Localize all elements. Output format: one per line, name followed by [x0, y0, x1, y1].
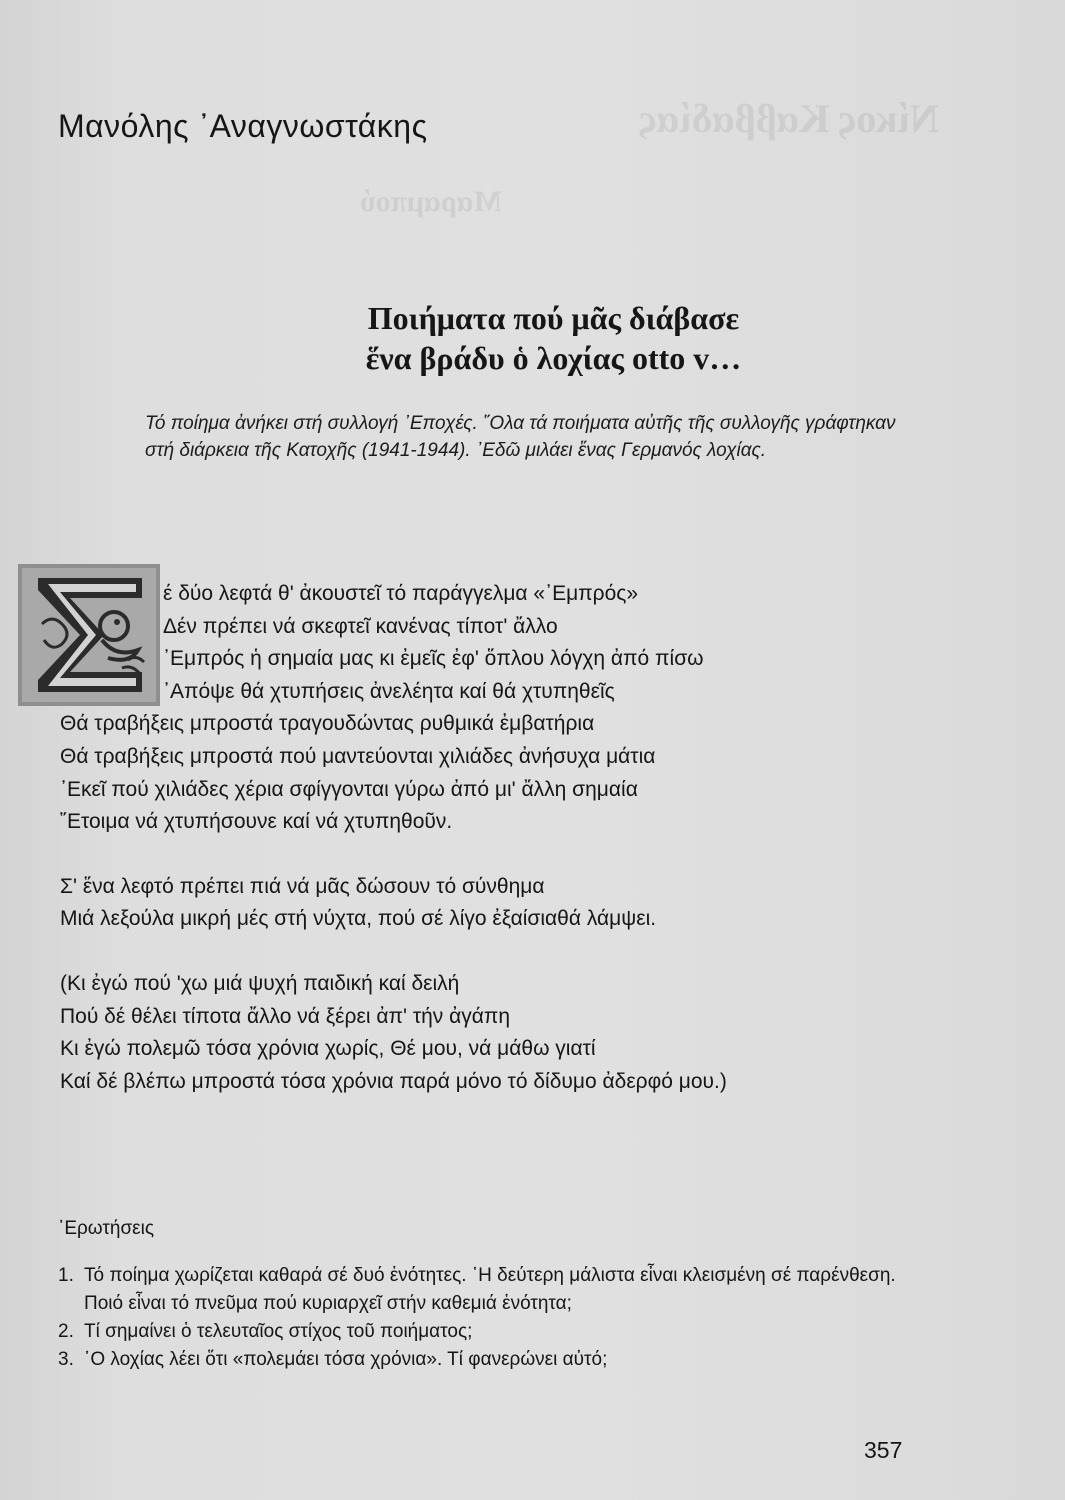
poem-verse: έ δύο λεφτά θ' ἀκουστεῖ τό παράγγελμα «᾿Εμπρός»: [163, 582, 639, 605]
poem-verse: Πού δέ θέλει τίποτα ἄλλο νά ξέρει ἀπ' τήν ἀγάπη: [60, 1004, 511, 1028]
show-through-text: Νίκος Καββαδίας: [640, 96, 939, 141]
question-number: 1.: [58, 1265, 74, 1286]
poem-title: [0, 298, 1065, 378]
question-text: Τί σημαίνει ὁ τελευταῖος στίχος τοῦ ποιήματος;: [84, 1321, 473, 1342]
questions-list: [58, 1262, 938, 1374]
poem-title-line-1: Ποιήματα πού μᾶς διάβασε: [367, 300, 740, 336]
question-item: [58, 1262, 938, 1318]
poem-verse: Θά τραβήξεις μπροστά πού μαντεύονται χιλιάδες ἀνήσυχα μάτια: [60, 744, 656, 768]
page-number: 357: [864, 1437, 903, 1463]
question-text: Τό ποίημα χωρίζεται καθαρά σέ δυό ἑνότητες. ῾Η δεύτερη μάλιστα εἶναι κλεισμένη σέ παρένθεση. Ποιό εἶναι τό πνεῦμα πού κυριαρχεῖ στήν καθεμιά ἑνότητα;: [84, 1265, 896, 1314]
poem-title-line-2: ἕνα βράδυ ὁ λοχίας otto v…: [365, 340, 742, 376]
poem-stanza-1: [60, 578, 960, 839]
show-through-text: Μαραμπού: [360, 185, 502, 218]
poem-body: [60, 578, 960, 1130]
poem-stanza-2: [60, 871, 960, 936]
poem-verse: ᾿Εκεῖ πού χιλιάδες χέρια σφίγγονται γύρω ἀπό μι' ἄλλη σημαία: [60, 777, 638, 801]
poem-verse: ῞Ετοιμα νά χτυπήσουνε καί νά χτυπηθοῦν.: [60, 810, 453, 834]
poem-verse: Σ' ἕνα λεφτό πρέπει πιά νά μᾶς δώσουν τό σύνθημα: [60, 874, 545, 898]
question-number: 3.: [58, 1349, 74, 1370]
poem-verse: Θά τραβήξεις μπροστά τραγουδώντας ρυθμικά ἐμβατήρια: [60, 712, 595, 736]
question-text: ῾Ο λοχίας λέει ὅτι «πολεμάει τόσα χρόνια». Τί φανερώνει αὐτό;: [84, 1349, 608, 1370]
questions-heading: ᾿Ερωτήσεις: [58, 1218, 155, 1239]
poem-verse: ᾿Εμπρός ἡ σημαία μας κι ἐμεῖς ἐφ' ὅπλου λόγχη ἀπό πίσω: [163, 647, 704, 671]
poem-verse: Δέν πρέπει νά σκεφτεῖ κανένας τίποτ' ἄλλο: [163, 614, 558, 638]
poem-verse: (Κι ἐγώ πού 'χω μιά ψυχή παιδική καί δειλή: [60, 971, 460, 995]
poem-verse: ᾿Απόψε θά χτυπήσεις ἀνελέητα καί θά χτυπηθεῖς: [163, 679, 615, 703]
question-item: [58, 1346, 938, 1374]
poem-verse: Μιά λεξούλα μικρή μές στή νύχτα, πού σέ λίγο ἐξαίσιαθά λάμψει.: [60, 907, 657, 931]
poem-stanza-3: [60, 968, 960, 1098]
question-item: [58, 1318, 938, 1346]
intro-note: Τό ποίημα ἀνήκει στή συλλογή ᾿Εποχές. ῞Ολα τά ποιήματα αὐτῆς τῆς συλλογῆς γράφτηκαν στή διάρκεια τῆς Κατοχῆς (1941-1944). ᾿Εδῶ μιλάει ἕνας Γερμανός λοχίας.: [145, 413, 896, 461]
poem-verse: Καί δέ βλέπω μπροστά τόσα χρόνια παρά μόνο τό δίδυμο ἀδερφό μου.): [60, 1069, 727, 1093]
poem-verse: Κι ἐγώ πολεμῶ τόσα χρόνια χωρίς, Θέ μου, νά μάθω γιατί: [60, 1037, 596, 1061]
author-name: Μανόλης ᾿Αναγνωστάκης: [58, 108, 428, 144]
question-number: 2.: [58, 1321, 74, 1342]
